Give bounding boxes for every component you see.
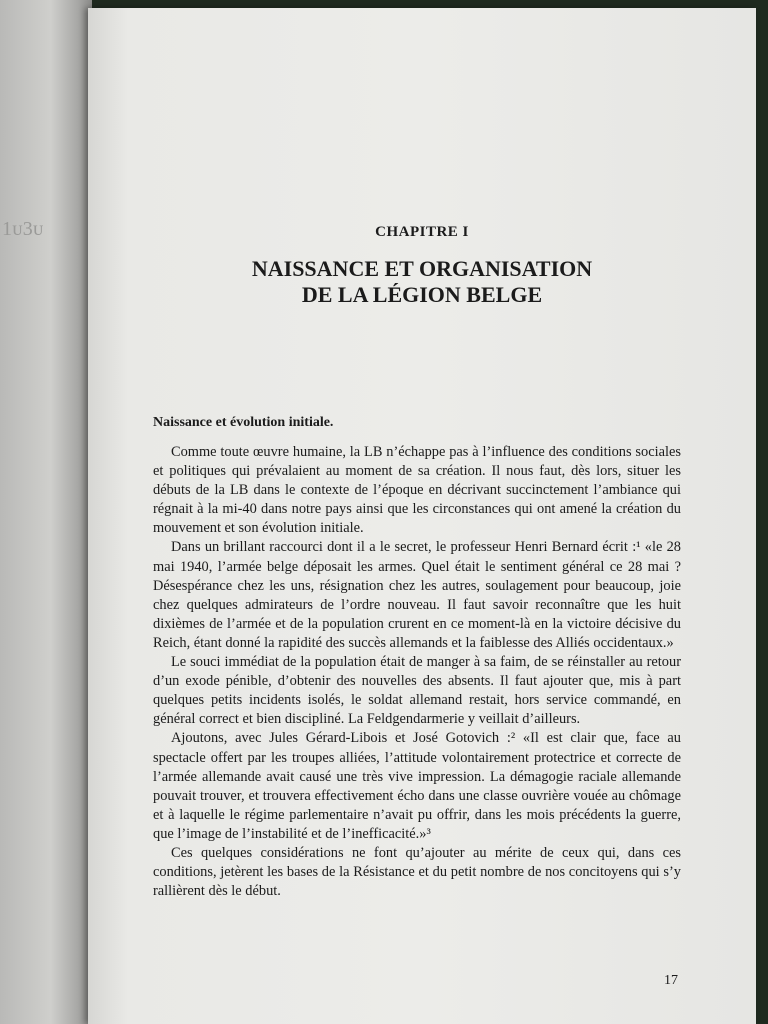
chapter-title — [88, 256, 756, 308]
body-text — [153, 443, 681, 901]
paragraph: Ajoutons, avec Jules Gérard-Libois et José Gotovich :² «Il est clair que, face au spectacle offert par les troupes alliées, l’attitude volontairement protectrice et correcte de l’armée allemande avait causé une très vive impression. La démagogie raciale allemande pouvait trouver, et trouvera effectivement écho dans une classe ouvrière vouée au chômage et à laquelle le régime parlementaire n’avait pu offrir, dans les mois précédents la guerre, que l’image de l’instabilité et de l’inefficacité.»³ — [153, 730, 681, 842]
book-page — [88, 8, 756, 1024]
page-number: 17 — [664, 973, 678, 988]
chapter-title-line-1: NAISSANCE ET ORGANISATION — [251, 256, 593, 281]
paragraph: Ces quelques considérations ne font qu’ajouter au mérite de ceux qui, dans ces conditions, jetèrent les bases de la Résistance et du petit nombre de nos concitoyens qui s’y rallièrent dès le début. — [153, 844, 681, 900]
facing-page-faint-text: 1ᴜ3ᴜ — [2, 218, 44, 240]
chapter-title-line-2: DE LA LÉGION BELGE — [301, 282, 543, 307]
chapter-label: CHAPITRE I — [375, 224, 469, 240]
paragraph: Comme toute œuvre humaine, la LB n’échappe pas à l’influence des conditions sociales et politiques qui prévalaient au moment de sa création. Il nous faut, dès lors, situer les débuts de la LB dans le contexte de l’époque en décrivant succinctement l’ambiance qui régnait à la mi-40 dans notre pays ainsi que les circonstances qui ont amené la création du mouvement et son évolution initiale. — [153, 444, 681, 537]
section-heading: Naissance et évolution initiale. — [153, 415, 334, 430]
paragraph: Le souci immédiat de la population était de manger à sa faim, de se réinstaller au retour d’un exode pénible, d’obtenir des nouvelles des absents. Il faut ajouter que, mis à part quelques petits incidents isolés, le soldat allemand restait, hors service commandé, en général correct et bien discipliné. La Feldgendarmerie y veillait d’ailleurs. — [153, 654, 681, 728]
paragraph: Dans un brillant raccourci dont il a le secret, le professeur Henri Bernard écrit :¹ «le 28 mai 1940, l’armée belge déposait les armes. Quel était le sentiment général ce 28 mai ? Désespérance chez les uns, résignation chez les autres, soulagement pour beaucoup, joie chez quelques admirateurs de l’ordre nouveau. Il faut savoir reconnaître que les huit dixièmes de l’armée et de la population crurent en ce moment-là en la victoire décisive du Reich, étant donné la rapidité des succès allemands et la faiblesse des Alliés occidentaux.» — [153, 539, 681, 651]
facing-page — [0, 0, 92, 1024]
